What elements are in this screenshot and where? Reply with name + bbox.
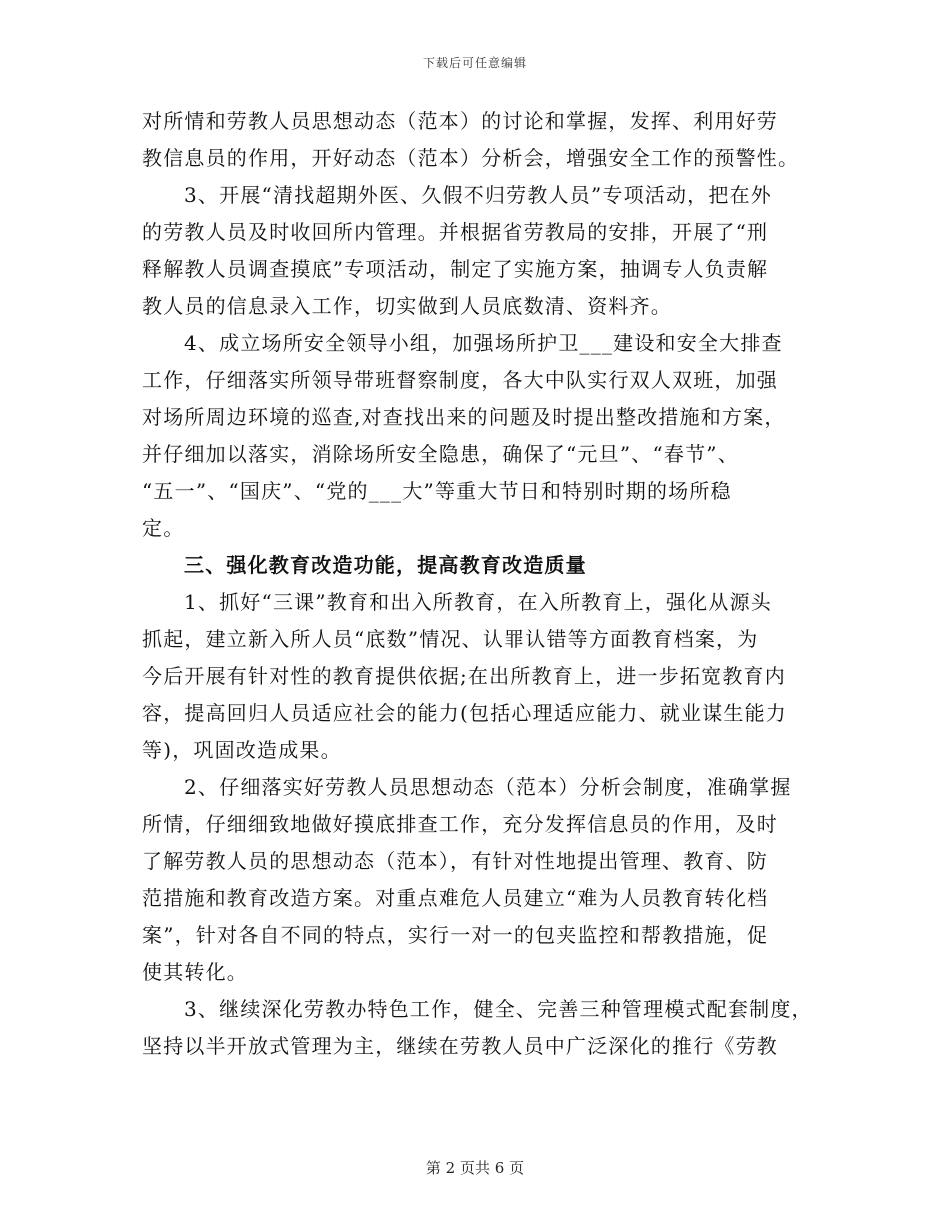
body-line: 教信息员的作用，开好动态（范本）分析会，增强安全工作的预警性。 — [142, 146, 800, 170]
paragraph-start-line: 2、仔细落实好劳教人员思想动态（范本）分析会制度，准确掌握 — [184, 775, 792, 799]
body-line: 对所情和劳教人员思想动态（范本）的讨论和掌握，发挥、利用好劳 — [142, 109, 778, 133]
page-footer: 第 2 页共 6 页 — [425, 1159, 525, 1177]
body-line: 教人员的信息录入工作，切实做到人员底数清、资料齐。 — [142, 294, 672, 318]
body-line: 工作，仔细落实所领导带班督察制度，各大中队实行双人双班，加强 — [142, 368, 778, 392]
body-line: 了解劳教人员的思想动态（范本），有针对性地提出管理、教育、防 — [142, 849, 768, 873]
body-line: 的劳教人员及时收回所内管理。并根据省劳教局的安排，开展了“刑 — [142, 220, 769, 244]
body-line: 抓起，建立新入所人员“底数”情况、认罪认错等方面教育档案，为 — [142, 627, 759, 651]
section-heading: 三、强化教育改造功能，提高教育改造质量 — [184, 553, 587, 577]
body-line: 对场所周边环境的巡查,对查找出来的问题及时提出整改措施和方案， — [142, 405, 786, 429]
body-line: “五一”、“国庆”、“党的___大”等重大节日和特别时期的场所稳 — [142, 479, 732, 503]
body-line: 今后开展有针对性的教育提供依据;在出所教育上，进一步拓宽教育内 — [142, 664, 786, 688]
body-line: 范措施和教育改造方案。对重点难危人员建立“难为人员教育转化档 — [142, 886, 769, 910]
body-line: 使其转化。 — [142, 960, 248, 984]
body-line: 释解教人员调查摸底”专项活动，制定了实施方案，抽调专人负责解 — [142, 257, 769, 281]
body-line: 并仔细加以落实，消除场所安全隐患，确保了“元旦”、“春节”、 — [142, 442, 739, 466]
body-line: 等)，巩固改造成果。 — [142, 738, 342, 762]
paragraph-start-line: 4、成立场所安全领导小组，加强场所护卫___建设和安全大排查 — [184, 331, 783, 355]
body-line: 所情，仔细细致地做好摸底排查工作，充分发挥信息员的作用，及时 — [142, 812, 778, 836]
body-line: 案”，针对各自不同的特点，实行一对一的包夹监控和帮教措施，促 — [142, 923, 769, 947]
paragraph-start-line: 3、开展“清找超期外医、久假不归劳教人员”专项活动，把在外 — [184, 183, 772, 207]
body-line: 坚持以半开放式管理为主，继续在劳教人员中广泛深化的推行《劳教 — [142, 1034, 778, 1058]
paragraph-start-line: 1、抓好“三课”教育和出入所教育，在入所教育上，强化从源头 — [184, 590, 772, 614]
body-line: 定。 — [142, 516, 185, 540]
body-line: 容，提高回归人员适应社会的能力(包括心理适应能力、就业谋生能力 — [142, 701, 788, 725]
document-body — [142, 103, 813, 1065]
paragraph-start-line: 3、继续深化劳教办特色工作，健全、完善三种管理模式配套制度， — [184, 997, 813, 1021]
page-header: 下载后可任意编辑 — [422, 56, 527, 70]
